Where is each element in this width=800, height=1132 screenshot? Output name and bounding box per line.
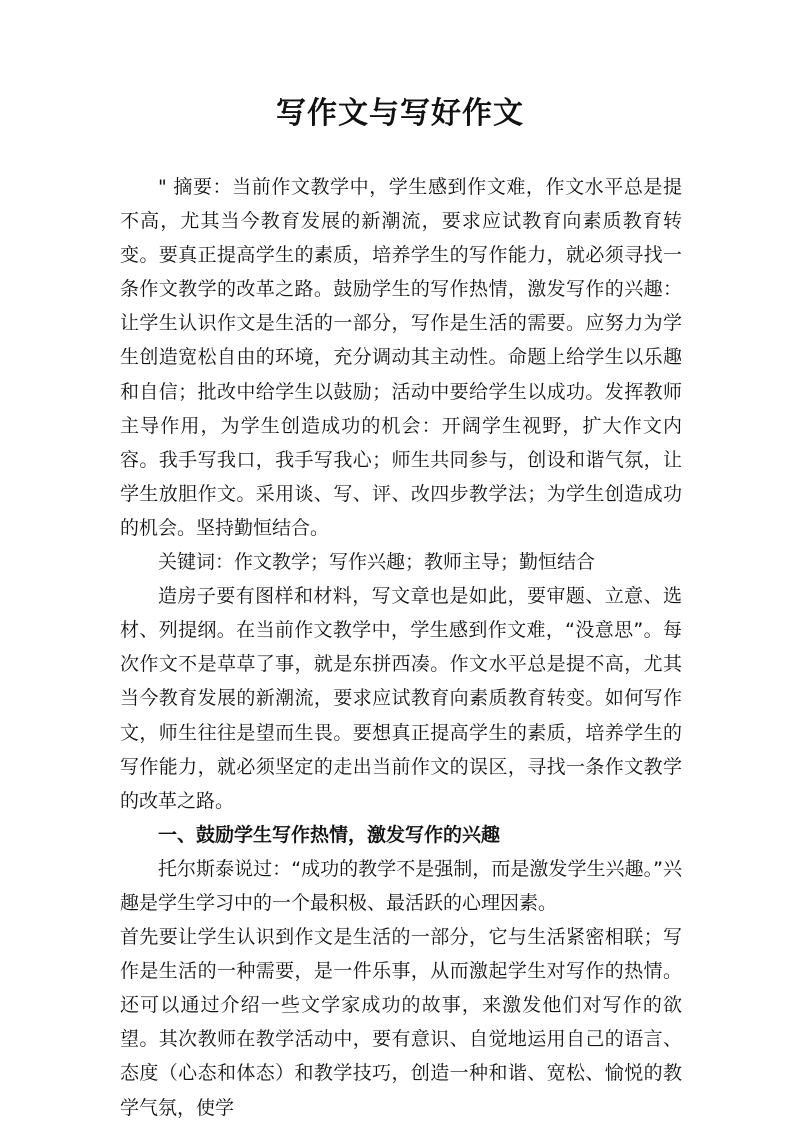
abstract-paragraph: " 摘要：当前作文教学中，学生感到作文难，作文水平总是提不高，尤其当今教育发展的新潮流，要求应试教育向素质教育转变。要真正提高学生的素质，培养学生的写作能力，就必须寻找一条作文教学的改革之路。鼓励学生的写作热情，激发写作的兴趣：让学生认识作文是生活的一部分，写作是生活的需要。应努力为学生创造宽松自由的环境，充分调动其主动性。命题上给学生以乐趣和自信；批改中给学生以鼓励；活动中要给学生以成功。发挥教师主导作用，为学生创造成功的机会：开阔学生视野，扩大作文内容。我手写我口，我手写我心；师生共同参与，创设和谐气氛，让学生放胆作文。采用谈、写、评、改四步教学法；为学生创造成功的机会。坚持勤恒结合。 bbox=[120, 176, 682, 539]
keywords-paragraph: 关键词：作文教学；写作兴趣；教师主导；勤恒结合 bbox=[158, 551, 596, 574]
intro-paragraph: 造房子要有图样和材料，写文章也是如此，要审题、立意、选材、列提纲。在当前作文教学中，学生感到作文难，“没意思”。每次作文不是草草了事，就是东拼西凑。作文水平总是提不高，尤其当今教育发展的新潮流，要求应试教育向素质教育转变。如何写作文，师生往往是望而生畏。要想真正提高学生的素质，培养学生的写作能力，就必须坚定的走出当前作文的误区，寻找一条作文教学的改革之路。 bbox=[120, 585, 682, 812]
first-method-paragraph: 首先要让学生认识到作文是生活的一部分，它与生活紧密相联；写作是生活的一种需要，是一件乐事，从而激起学生对写作的热情。还可以通过介绍一些文学家成功的故事，来激发他们对写作的欲望。其次教师在教学活动中，要有意识、自觉地运用自己的语言、态度（心态和体态）和教学技巧，创造一种和谐、宽松、愉悦的教学气氛，使学 bbox=[120, 926, 682, 1119]
section-heading: 一、鼓励学生写作热情，激发写作的兴趣 bbox=[158, 823, 501, 846]
document-body bbox=[120, 170, 682, 1125]
document-title: 写作文与写好作文 bbox=[276, 96, 524, 131]
tolstoy-quote-paragraph: 托尔斯泰说过：“成功的教学不是强制，而是激发学生兴趣。”兴趣是学生学习中的一个最积极、最活跃的心理因素。 bbox=[120, 857, 682, 914]
